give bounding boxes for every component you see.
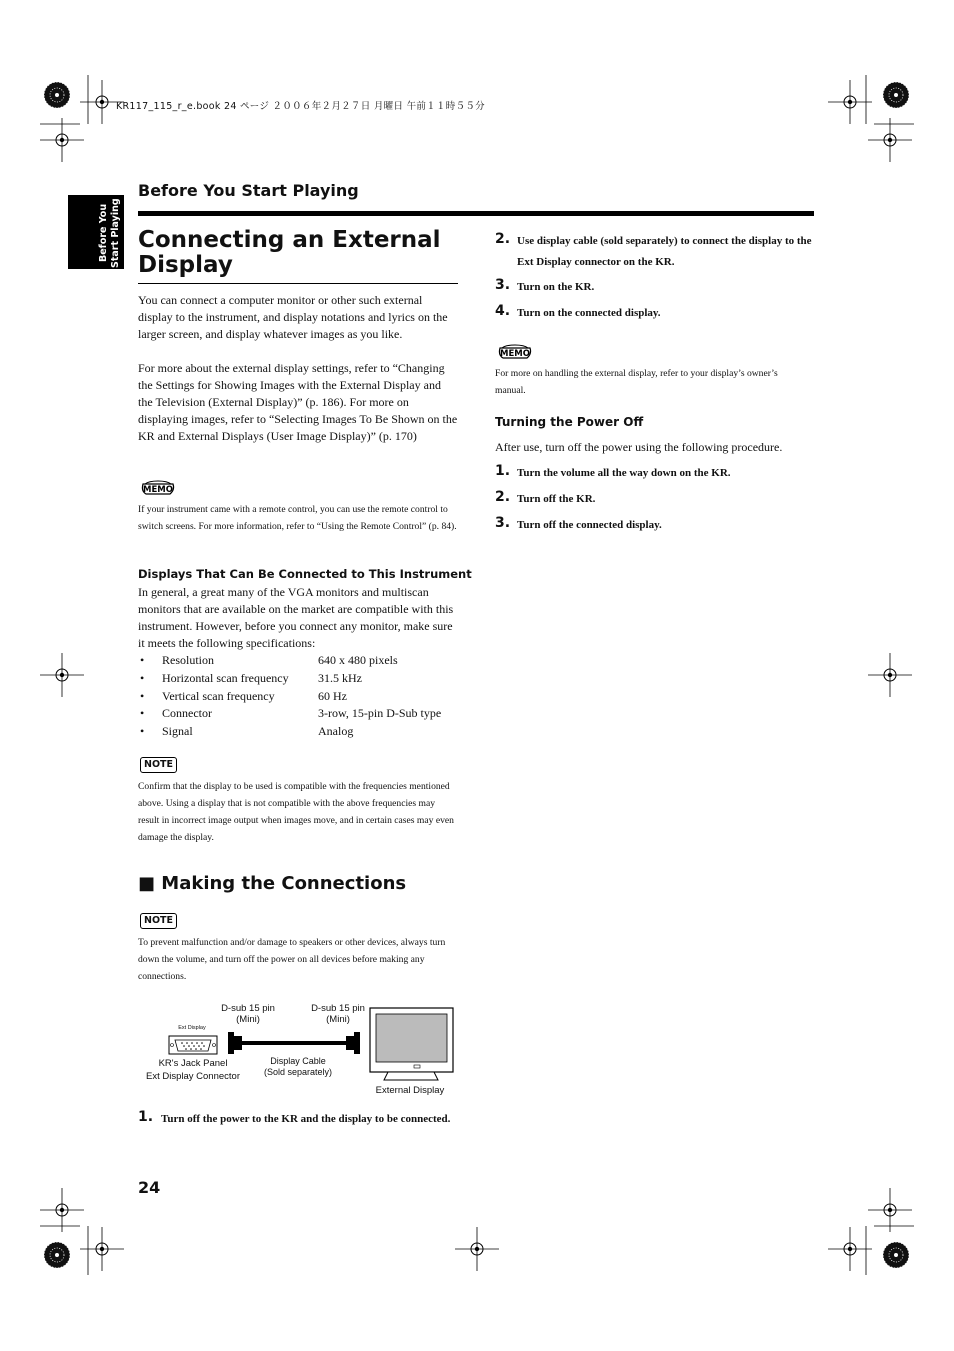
title-rule	[138, 283, 458, 284]
step-text: Turn on the KR.	[517, 281, 595, 293]
making-connections-heading	[138, 873, 406, 894]
intro-paragraph-1: You can connect a computer monitor or other such external display to the instrument, and display notations and lyrics on the larger screen, and display whatever images as you like.	[138, 293, 448, 341]
ext-display-port-label: Ext Display	[178, 1025, 206, 1031]
spec-value: 640 x 480 pixels	[318, 653, 398, 667]
page-number: 24	[138, 1178, 161, 1197]
external-display-label: External Display	[375, 1085, 445, 1096]
display-cable-label-line2: (Sold separately)	[263, 1067, 333, 1077]
step-number: 4.	[495, 303, 511, 319]
step-number: 3.	[495, 515, 511, 531]
spec-value: Analog	[318, 724, 354, 738]
displays-paragraph: In general, a great many of the VGA monitors and multiscan monitors that are available on the market are compatible with this instrument. However, before you connect any monitor, make sure it meets the following specifications:	[138, 585, 454, 650]
jack-panel-label	[131, 1057, 255, 1083]
note-badge: NOTE	[140, 757, 177, 773]
display-cable-label	[256, 1056, 340, 1078]
dsub-right-label-line2: (Mini)	[326, 1014, 350, 1025]
step-text: Turn on the connected display.	[517, 307, 661, 319]
side-tab	[68, 195, 124, 269]
step-text: Turn off the connected display.	[517, 519, 662, 531]
external-display-icon	[370, 1008, 453, 1080]
step-text: Use display cable (sold separately) to connect the display to the Ext Display connector on the KR.	[517, 235, 812, 268]
spec-name: Vertical scan frequency	[162, 689, 275, 703]
step-number: 3.	[495, 277, 511, 293]
top-rule	[138, 211, 814, 216]
power-off-heading: Turning the Power Off	[495, 415, 644, 429]
dsub-left-label-line1: D-sub 15 pin	[221, 1003, 275, 1014]
spec-value: 60 Hz	[318, 689, 347, 703]
memo-text: For more on handling the external display, refer to your display’s owner’s manual.	[495, 368, 778, 396]
spec-name: Resolution	[162, 653, 215, 667]
making-connections-title: Making the Connections	[161, 873, 407, 894]
bullet: •	[140, 724, 145, 738]
svg-text:MEMO: MEMO	[500, 349, 530, 359]
displays-heading: Displays That Can Be Connected to This Instrument	[138, 567, 472, 581]
jack-panel-label-line1: KR's Jack Panel	[158, 1058, 228, 1069]
side-tab-line2: Start Playing	[110, 198, 121, 268]
bullet: •	[140, 671, 145, 685]
dsub-left-label-line2: (Mini)	[236, 1014, 260, 1025]
step-number: 2.	[495, 489, 511, 505]
dsub-left-label	[211, 1003, 285, 1025]
spec-value: 3-row, 15-pin D-Sub type	[318, 706, 442, 720]
note-text-2: To prevent malfunction and/or damage to speakers or other devices, always turn down the volume, and turn off the power on all devices before making any connections.	[138, 937, 446, 982]
spec-name: Connector	[162, 706, 212, 720]
intro-paragraph-2: For more about the external display settings, refer to “Changing the Settings for Showing Images with the External Display and the Television (External Display)” (p. 186). For more on displaying images, refer to “Selecting Images To Be Shown on the KR and External Displays (User Image Display)” (p. 170)	[138, 361, 458, 443]
bullet: •	[140, 689, 145, 703]
bullet: •	[140, 706, 145, 720]
step-text: Turn off the power to the KR and the display to be connected.	[161, 1113, 451, 1125]
book-header: KR117_115_r_e.book 24 ページ ２００６年２月２７日 月曜日 午前１１時５５分	[116, 101, 485, 112]
power-off-text: After use, turn off the power using the following procedure.	[495, 440, 783, 454]
jack-panel-label-line2: Ext Display Connector	[146, 1071, 240, 1082]
square-bullet-icon: ■	[138, 873, 156, 894]
note-text-1: Confirm that the display to be used is compatible with the frequencies mentioned above. Using a display that is not compatible with the above frequencies may result in incorrect image output when images move, and in certain cases may even damage the display.	[138, 781, 454, 843]
dsub-right-label	[301, 1003, 375, 1025]
page-title: Connecting an External Display	[138, 227, 441, 278]
display-cable-label-line1: Display Cable	[270, 1056, 326, 1066]
spec-list	[140, 652, 460, 742]
display-cable-icon	[228, 1032, 360, 1054]
spec-name: Signal	[162, 724, 193, 738]
step-text: Turn off the KR.	[517, 493, 596, 505]
step-text: Turn the volume all the way down on the KR.	[517, 467, 731, 479]
memo-text: If your instrument came with a remote control, you can use the remote control to switch screens. For more information, refer to “Using the Remote Control” (p. 84).	[138, 504, 457, 532]
side-tab-line1: Before You	[98, 203, 109, 262]
dsub-right-label-line1: D-sub 15 pin	[311, 1003, 365, 1014]
section-heading: Before You Start Playing	[138, 181, 359, 200]
memo-icon	[497, 342, 533, 362]
step-number: 1.	[495, 463, 511, 479]
spec-value: 31.5 kHz	[318, 671, 362, 685]
bullet: •	[140, 653, 145, 667]
step-number: 2.	[495, 231, 511, 247]
step-number: 1.	[138, 1109, 154, 1125]
svg-text:MEMO: MEMO	[143, 485, 173, 495]
jack-connector-icon	[169, 1036, 217, 1054]
memo-icon	[140, 478, 176, 498]
note-badge: NOTE	[140, 913, 177, 929]
spec-name: Horizontal scan frequency	[162, 671, 289, 685]
